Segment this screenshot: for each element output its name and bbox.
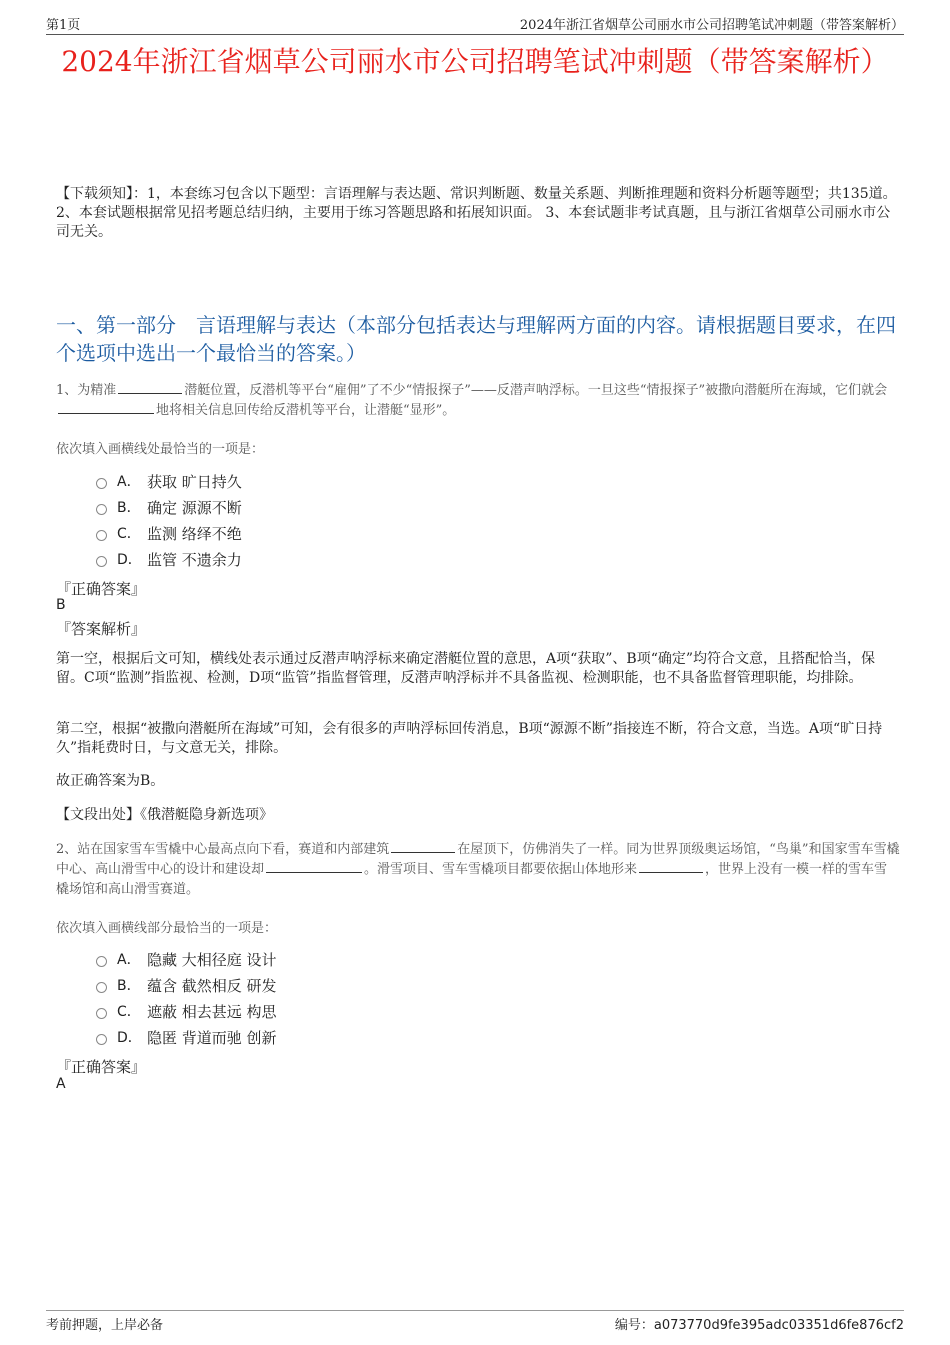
option-text: 监管 不遗余力 [147,550,242,569]
radio-icon[interactable] [96,1008,107,1019]
footer-code-block [615,1314,904,1333]
page-number: 第1页 [46,18,81,33]
option-letter: D． [117,552,142,568]
option-text: 确定 源源不断 [147,498,242,517]
question-2-prompt: 依次填入画横线部分最恰当的一项是： [56,921,278,936]
page-header [46,14,904,35]
option-letter: D． [117,1030,142,1046]
radio-icon[interactable] [96,504,107,515]
q1-source: 【文段出处】《俄潜艇隐身新选项》 [56,807,273,823]
footer-slogan: 考前押题，上岸必备 [46,1318,164,1333]
q1-answer: B [56,597,66,613]
q1-answer-label: 『正确答案』 [56,580,147,598]
q1-option-a[interactable] [96,468,242,494]
option-text: 隐匿 背道而驰 创新 [147,1028,277,1047]
radio-icon[interactable] [96,1034,107,1045]
q2-option-c[interactable] [96,998,277,1024]
q2-blank-1 [391,840,455,853]
q2-option-d[interactable] [96,1024,277,1050]
q1-analysis-label: 『答案解析』 [56,620,147,638]
download-notice: 【下载须知】：1，本套练习包含以下题型：言语理解与表达题、常识判断题、数量关系题、判断推理题和资料分析题等题型；共135道。 2、本套试题根据常见招考题总结归纳，主要用于练习答题思路和拓展知识面。 3、本套试题非考试真题，且与浙江省烟草公司丽水市公司无关。 [56,186,897,240]
section-title: 一、第一部分 言语理解与表达（本部分包括表达与理解两方面的内容。请根据题目要求，在四个选项中选出一个最恰当的答案。） [56,313,896,365]
q2-option-b[interactable] [96,972,277,998]
q1-text-a: 1、为精准 [56,383,117,398]
radio-icon[interactable] [96,982,107,993]
option-text: 遮蔽 相去甚远 构思 [147,1002,277,1021]
footer-code-label: 编号： [614,1318,654,1333]
q2-answer-label: 『正确答案』 [56,1058,147,1076]
q1-option-c[interactable] [96,520,242,546]
option-letter: B． [117,978,141,994]
radio-icon[interactable] [96,556,107,567]
q2-text-a: 2、站在国家雪车雪橇中心最高点向下看，赛道和内部建筑 [56,842,390,857]
q2-blank-3 [639,860,703,873]
option-letter: C． [117,526,141,542]
q1-blank-1 [118,381,182,394]
radio-icon[interactable] [96,478,107,489]
q1-analysis-paragraph-1: 第一空，根据后文可知，横线处表示通过反潜声呐浮标来确定潜艇位置的意思，A项“获取”、B项“确定”均符合文意，且搭配恰当，保留。C项“监测”指监视、检测，D项“监管”指监督管理，反潜声呐浮标并不具备监视、检测职能，也不具备监督管理职能，均排除。 [56,651,876,686]
q2-text-c: 。滑雪项目、雪车雪橇项目都要依据山体地形来 [364,862,638,877]
option-letter: A． [117,952,141,968]
question-1-prompt: 依次填入画横线处最恰当的一项是： [56,442,265,457]
q1-blank-2 [58,401,154,414]
q1-option-d[interactable] [96,546,242,572]
question-1-text [56,381,900,421]
q2-blank-2 [266,860,362,873]
option-text: 监测 络绎不绝 [147,524,242,543]
option-text: 获取 旷日持久 [147,472,242,491]
header-doc-title: 2024年浙江省烟草公司丽水市公司招聘笔试冲刺题（带答案解析） [519,18,904,33]
document-title: 2024年浙江省烟草公司丽水市公司招聘笔试冲刺题（带答案解析） [61,45,889,78]
radio-icon[interactable] [96,530,107,541]
footer-code: a073770d9fe395adc03351d6fe876cf2 [653,1318,904,1333]
q2-option-a[interactable] [96,946,277,972]
radio-icon[interactable] [96,956,107,967]
q2-text-d: ，世界上没有一模一样的雪车雪橇场馆和高山滑雪赛道。 [56,862,888,897]
question-2-options [96,946,277,1050]
q2-text-b: 在屋顶下，仿佛消失了一样。同为世界顶级奥运场馆，“鸟巢”和国家雪车雪橇中心、高山滑雪中心的设计和建设却 [56,842,900,877]
page-footer [46,1310,904,1333]
q1-analysis-paragraph-2: 第二空，根据“被撒向潜艇所在海域”可知，会有很多的声呐浮标回传消息，B项“源源不断”指接连不断，符合文意，当选。A项“旷日持久”指耗费时日，与文意无关，排除。 [56,721,883,756]
q2-answer: A [56,1076,66,1092]
option-letter: C． [117,1004,141,1020]
question-2-text [56,840,900,900]
q1-text-c: 地将相关信息回传给反潜机等平台，让潜艇“显形”。 [156,403,456,418]
option-text: 蕴含 截然相反 研发 [147,976,277,995]
option-letter: A． [117,474,141,490]
q1-analysis-conclusion: 故正确答案为B。 [56,773,165,789]
q1-text-b: 潜艇位置，反潜机等平台“雇佣”了不少“情报探子”——反潜声呐浮标。一旦这些“情报探子”被撒向潜艇所在海域，它们就会 [184,383,888,398]
option-text: 隐藏 大相径庭 设计 [147,950,277,969]
option-letter: B． [117,500,141,516]
q1-option-b[interactable] [96,494,242,520]
question-1-options [96,468,242,572]
